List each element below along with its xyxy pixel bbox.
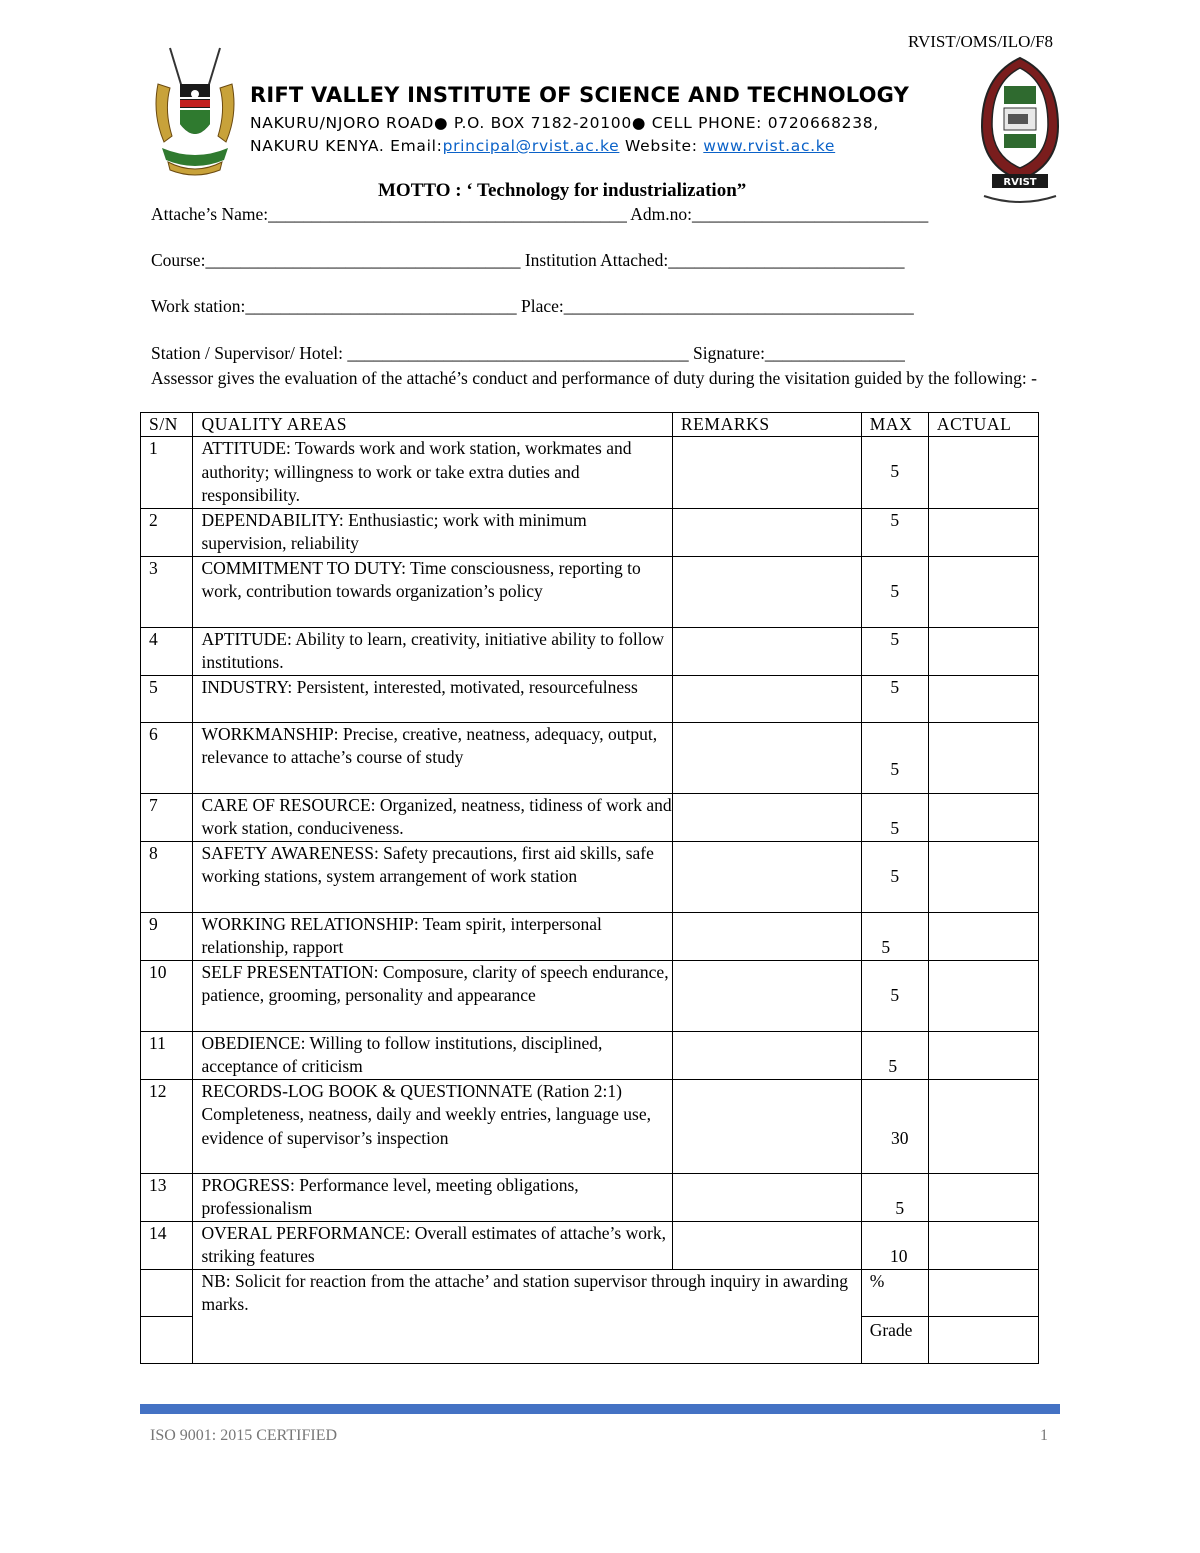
header-max: MAX <box>861 413 928 437</box>
row-actual-cell[interactable] <box>928 793 1038 841</box>
row-sn-empty <box>141 1316 193 1363</box>
row-max: 5 <box>861 960 928 1031</box>
row-remarks-cell[interactable] <box>672 675 861 722</box>
row-remarks-cell[interactable] <box>672 1173 861 1221</box>
email-link[interactable]: principal@rvist.ac.ke <box>442 137 620 155</box>
table-row <box>141 508 1039 556</box>
row-max: 5 <box>861 912 928 960</box>
row-quality-text: INDUSTRY: Persistent, interested, motivated, resourcefulness <box>193 675 672 722</box>
row-remarks-cell[interactable] <box>672 793 861 841</box>
table-row <box>141 437 1039 509</box>
row-remarks-cell[interactable] <box>672 841 861 912</box>
header-remarks: REMARKS <box>672 413 861 437</box>
course-field: Course:____________________________________ Institution Attached:___________________________ <box>151 250 905 270</box>
row-max: 5 <box>861 675 928 722</box>
row-quality-text: PROGRESS: Performance level, meeting obligations, professionalism <box>193 1173 672 1221</box>
evaluation-table <box>140 412 1039 1364</box>
row-remarks-cell[interactable] <box>672 1031 861 1079</box>
row-actual-cell[interactable] <box>928 1079 1038 1173</box>
table-row <box>141 1221 1039 1269</box>
row-quality-text: RECORDS-LOG BOOK & QUESTIONNATE (Ration 2:1) Completeness, neatness, daily and weekly entries, language use, evidence of supervisor’s inspection <box>193 1079 672 1173</box>
row-sn: 13 <box>141 1173 193 1221</box>
row-sn: 7 <box>141 793 193 841</box>
row-actual-cell[interactable] <box>928 508 1038 556</box>
row-sn: 4 <box>141 627 193 675</box>
row-remarks-cell[interactable] <box>672 960 861 1031</box>
row-remarks-cell[interactable] <box>672 437 861 509</box>
supervisor-field: Station / Supervisor/ Hotel: _______________________________________ Signature:________________ <box>151 343 905 363</box>
table-row <box>141 960 1039 1031</box>
table-row <box>141 675 1039 722</box>
header-quality-areas: QUALITY AREAS <box>193 413 672 437</box>
row-actual-cell[interactable] <box>928 912 1038 960</box>
work-station-field: Work station:_______________________________ Place:________________________________________ <box>151 296 914 316</box>
grade-value-cell[interactable] <box>928 1316 1038 1363</box>
row-max: 30 <box>861 1079 928 1173</box>
row-actual-cell[interactable] <box>928 841 1038 912</box>
header-actual: ACTUAL <box>928 413 1038 437</box>
row-sn: 14 <box>141 1221 193 1269</box>
assessment-instruction: Assessor gives the evaluation of the attaché’s conduct and performance of duty during the visitation guided by the following: - <box>151 368 1037 388</box>
row-max: 5 <box>861 508 928 556</box>
row-quality-text: OVERAL PERFORMANCE: Overall estimates of attache’s work, striking features <box>193 1221 672 1269</box>
row-quality-text: SAFETY AWARENESS: Safety precautions, first aid skills, safe working stations, system arrangement of work station <box>193 841 672 912</box>
row-remarks-cell[interactable] <box>672 627 861 675</box>
row-quality-text: SELF PRESENTATION: Composure, clarity of speech endurance, patience, grooming, personality and appearance <box>193 960 672 1031</box>
row-max: 5 <box>861 1173 928 1221</box>
row-quality-text: OBEDIENCE: Willing to follow institutions, disciplined, acceptance of criticism <box>193 1031 672 1079</box>
table-row <box>141 841 1039 912</box>
website-link[interactable]: www.rvist.ac.ke <box>703 137 836 155</box>
row-sn: 2 <box>141 508 193 556</box>
row-sn: 5 <box>141 675 193 722</box>
attache-name-field: Attache’s Name:_________________________________________ Adm.no:___________________________ <box>151 204 929 224</box>
institution-contact <box>250 137 835 155</box>
row-sn: 1 <box>141 437 193 509</box>
website-label: Website: <box>619 137 704 155</box>
row-remarks-cell[interactable] <box>672 722 861 793</box>
row-actual-cell[interactable] <box>928 722 1038 793</box>
grade-label: Grade <box>861 1316 928 1363</box>
table-row <box>141 1079 1039 1173</box>
row-max: 5 <box>861 793 928 841</box>
table-row <box>141 912 1039 960</box>
row-max: 5 <box>861 722 928 793</box>
row-sn: 9 <box>141 912 193 960</box>
table-row <box>141 556 1039 627</box>
row-actual-cell[interactable] <box>928 1173 1038 1221</box>
table-header-row <box>141 413 1039 437</box>
row-max: 5 <box>861 627 928 675</box>
row-quality-text: WORKMANSHIP: Precise, creative, neatness, adequacy, output, relevance to attache’s course of study <box>193 722 672 793</box>
row-quality-text: ATTITUDE: Towards work and work station, workmates and authority; willingness to work or take extra duties and responsibility. <box>193 437 672 509</box>
row-actual-cell[interactable] <box>928 627 1038 675</box>
row-actual-cell[interactable] <box>928 556 1038 627</box>
row-max: 5 <box>861 1031 928 1079</box>
row-remarks-cell[interactable] <box>672 1221 861 1269</box>
row-sn-empty <box>141 1269 193 1316</box>
table-row <box>141 793 1039 841</box>
row-sn: 12 <box>141 1079 193 1173</box>
row-max: 5 <box>861 841 928 912</box>
table-row <box>141 722 1039 793</box>
row-remarks-cell[interactable] <box>672 508 861 556</box>
page-number: 1 <box>1040 1427 1048 1444</box>
row-quality-text: COMMITMENT TO DUTY: Time consciousness, reporting to work, contribution towards organization’s policy <box>193 556 672 627</box>
row-actual-cell[interactable] <box>928 675 1038 722</box>
row-max: 5 <box>861 556 928 627</box>
row-sn: 11 <box>141 1031 193 1079</box>
table-row <box>141 627 1039 675</box>
row-actual-cell[interactable] <box>928 1221 1038 1269</box>
coat-of-arms-logo <box>150 44 240 182</box>
row-actual-cell[interactable] <box>928 1031 1038 1079</box>
institution-name: RIFT VALLEY INSTITUTE OF SCIENCE AND TECHNOLOGY <box>250 83 910 107</box>
footer-divider <box>140 1404 1060 1414</box>
row-actual-cell[interactable] <box>928 437 1038 509</box>
row-quality-text: APTITUDE: Ability to learn, creativity, initiative ability to follow institutions. <box>193 627 672 675</box>
table-row <box>141 1031 1039 1079</box>
row-max: 5 <box>861 437 928 509</box>
table-row-percent <box>141 1269 1039 1316</box>
header-sn: S/N <box>141 413 193 437</box>
percent-label: % <box>861 1269 928 1316</box>
percent-value-cell[interactable] <box>928 1269 1038 1316</box>
certification-footer: ISO 9001: 2015 CERTIFIED <box>150 1427 338 1444</box>
row-actual-cell[interactable] <box>928 960 1038 1031</box>
seal-label: RVIST <box>1003 177 1037 188</box>
row-sn: 10 <box>141 960 193 1031</box>
rvist-seal-logo <box>978 56 1062 214</box>
row-quality-text: WORKING RELATIONSHIP: Team spirit, interpersonal relationship, rapport <box>193 912 672 960</box>
document-reference: RVIST/OMS/ILO/F8 <box>908 32 1054 51</box>
row-remarks-cell[interactable] <box>672 556 861 627</box>
address-line2-prefix: NAKURU KENYA. Email: <box>250 137 443 155</box>
row-sn: 8 <box>141 841 193 912</box>
row-quality-text: DEPENDABILITY: Enthusiastic; work with minimum supervision, reliability <box>193 508 672 556</box>
row-remarks-cell[interactable] <box>672 1079 861 1173</box>
motto: MOTTO : ‘ Technology for industrialization” <box>378 180 747 201</box>
row-sn: 3 <box>141 556 193 627</box>
nb-note: NB: Solicit for reaction from the attache’ and station supervisor through inquiry in awarding marks. <box>193 1269 861 1363</box>
row-max: 10 <box>861 1221 928 1269</box>
institution-address: NAKURU/NJORO ROAD● P.O. BOX 7182-20100● CELL PHONE: 0720668238, <box>250 114 879 132</box>
row-sn: 6 <box>141 722 193 793</box>
row-remarks-cell[interactable] <box>672 912 861 960</box>
row-quality-text: CARE OF RESOURCE: Organized, neatness, tidiness of work and work station, conduciveness. <box>193 793 672 841</box>
table-row <box>141 1173 1039 1221</box>
